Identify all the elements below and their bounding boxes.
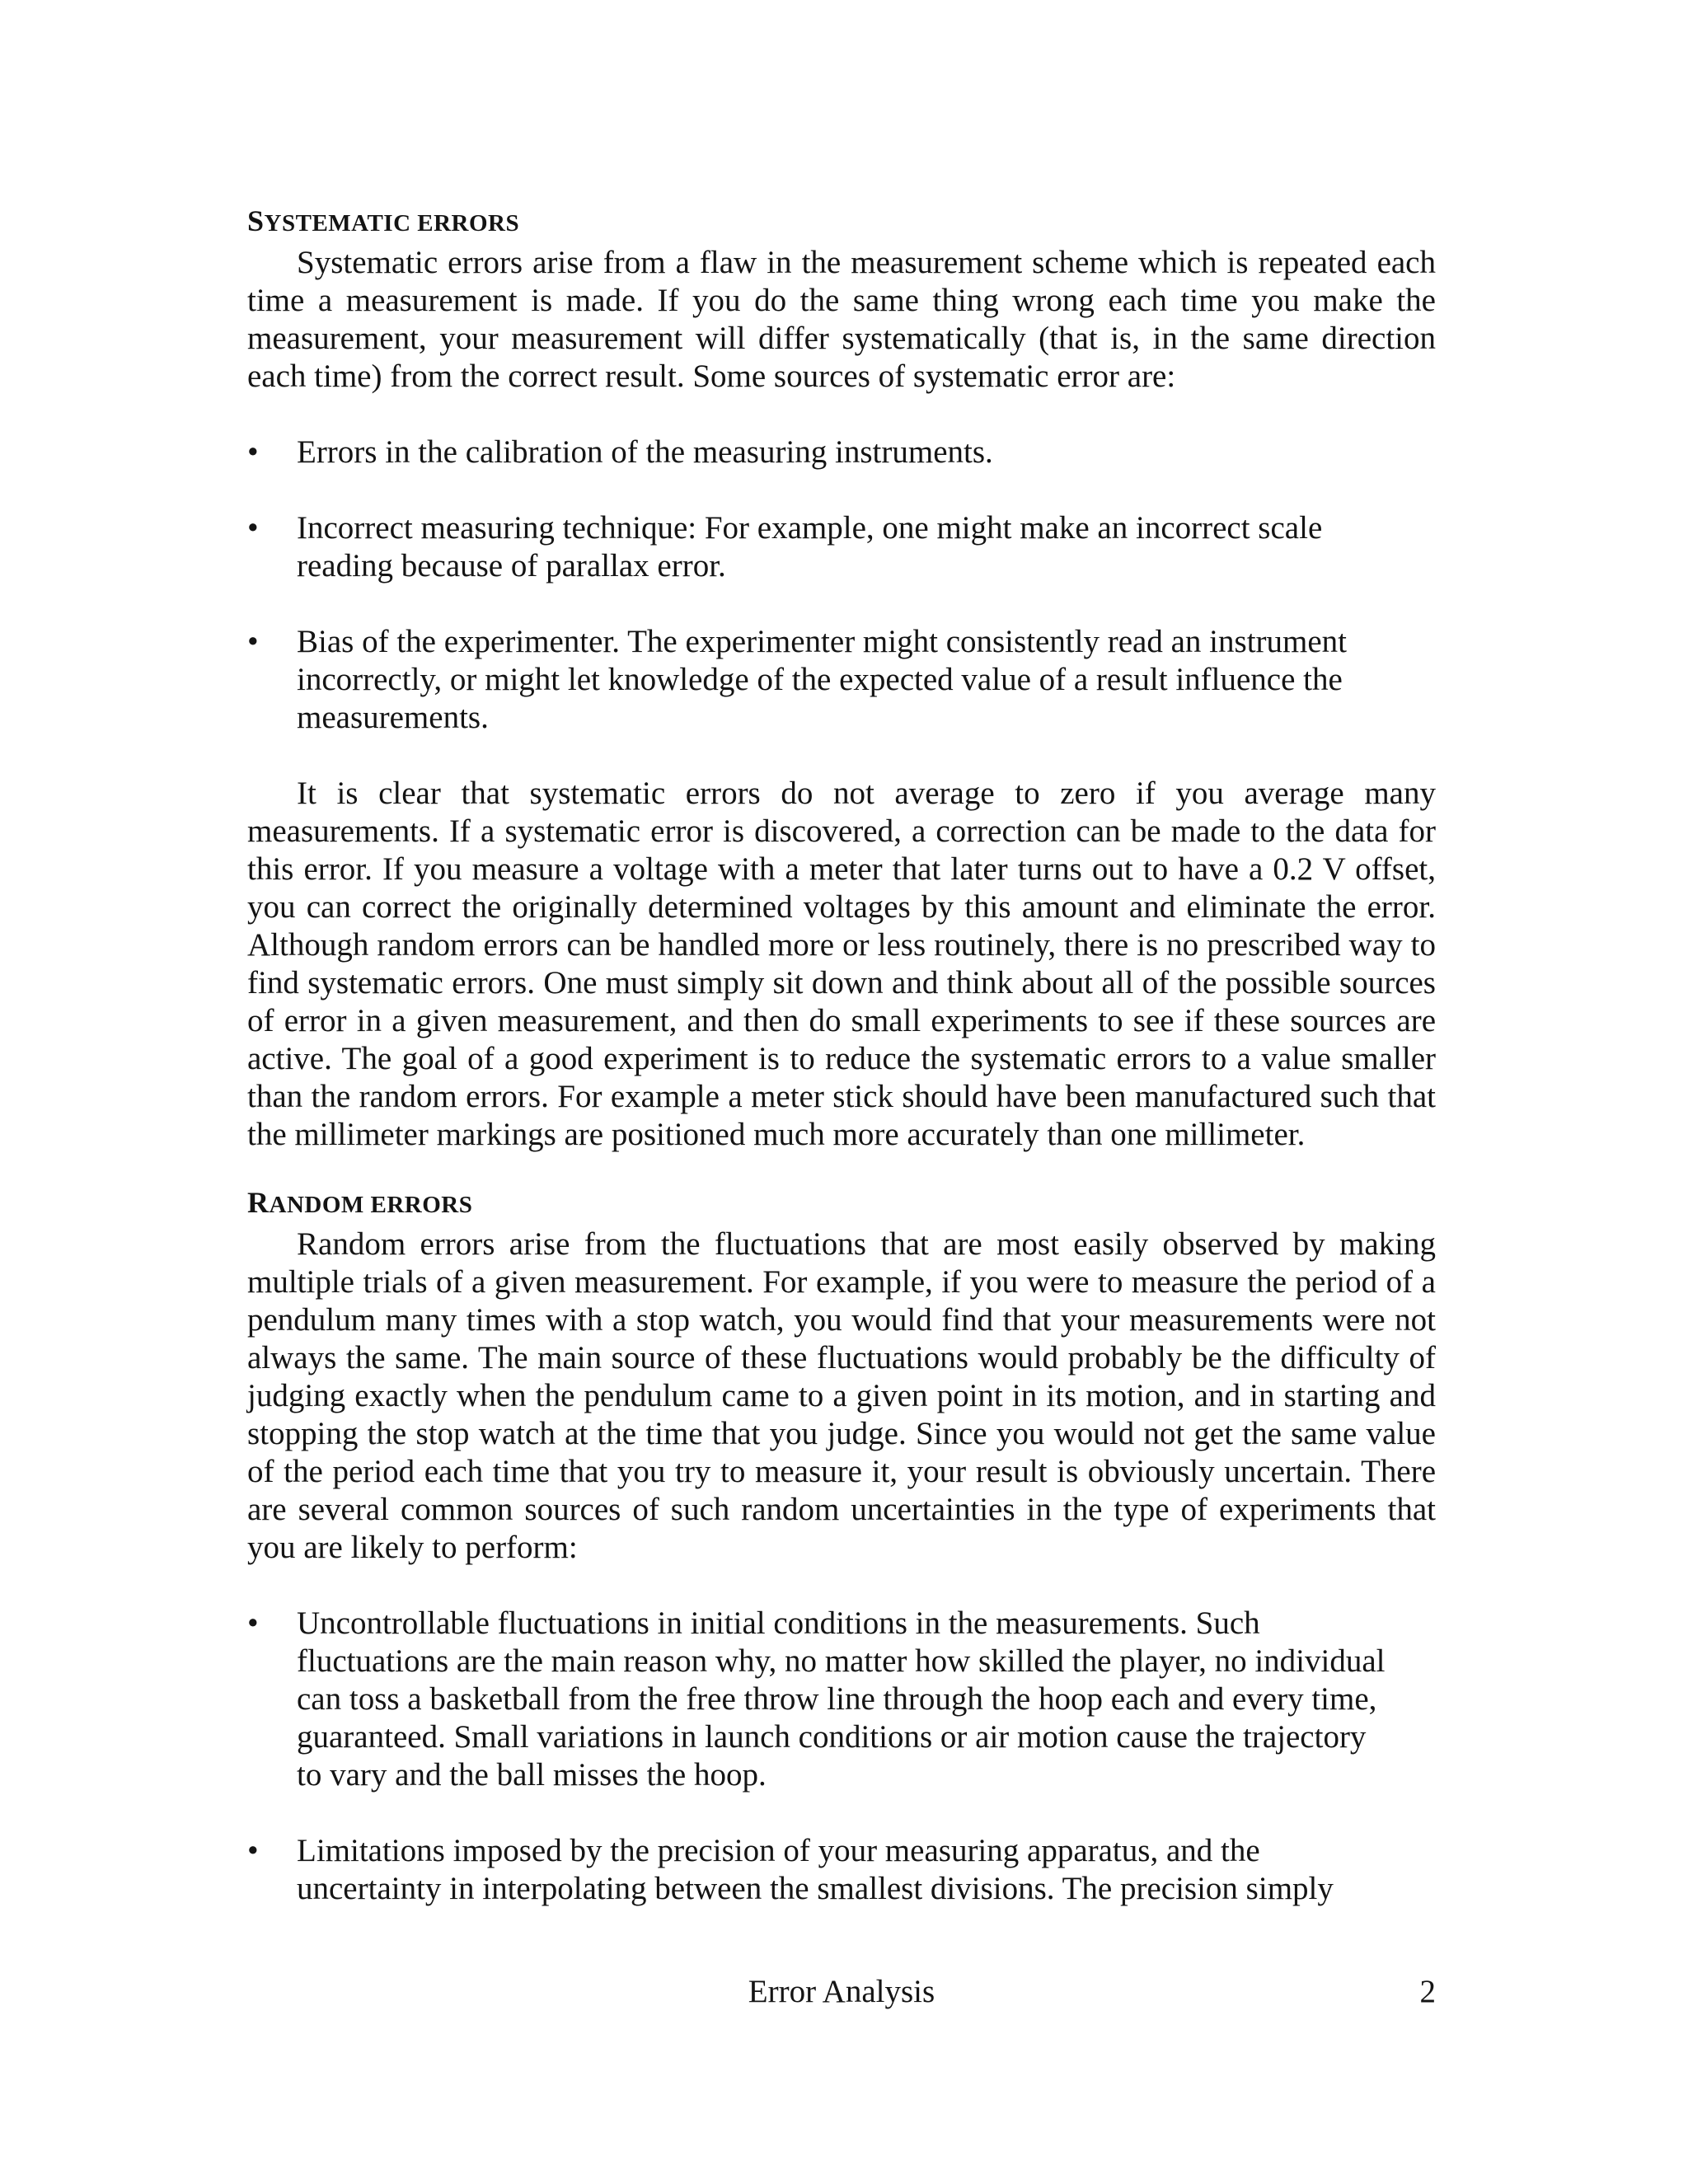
list-item-text: Incorrect measuring technique: For example, one might make an incorrect scale reading because of parallax error. [297, 510, 1323, 583]
random-sources-list [247, 1605, 1436, 1908]
bullet-icon: • [247, 1833, 259, 1868]
list-item [247, 623, 1436, 737]
list-item-text: Limitations imposed by the precision of your measuring apparatus, and the uncertainty in interpolating between the smallest divisions. The precision simply [297, 1833, 1334, 1906]
heading-random-errors [247, 1183, 1436, 1224]
systematic-intro-paragraph: Systematic errors arise from a flaw in the measurement scheme which is repeated each time a measurement is made. If you do the same thing wrong each time you make the measurement, your measurement will differ systematically (that is, in the same direction each time) from the correct result. Some sources of systematic error are: [247, 245, 1436, 394]
list-item [247, 1605, 1436, 1794]
footer-title: Error Analysis [748, 1974, 935, 2009]
list-item [247, 434, 1436, 471]
heading-cap: S [247, 204, 265, 237]
systematic-sources-list [247, 434, 1436, 737]
bullet-icon: • [247, 434, 259, 470]
heading-rest: ANDOM ERRORS [269, 1192, 473, 1218]
systematic-closing-paragraph: It is clear that systematic errors do not average to zero if you average many measurements. If a systematic error is discovered, a correction can be made to the data for this error. If you measure a voltage with a meter that later turns out to have a 0.2 V offset, you can correct the originally determined voltages by this amount and eliminate the error. Although random errors can be handled more or less routinely, there is no prescribed way to find systematic errors. One must simply sit down and think about all of the possible sources of error in a given measurement, and then do small experiments to see if these sources are active. The goal of a good experiment is to reduce the systematic errors to a value smaller than the random errors. For example a meter stick should have been manufactured such that the millimeter markings are positioned much more accurately than one millimeter. [247, 776, 1436, 1152]
bullet-icon: • [247, 1605, 259, 1641]
list-item-text: Uncontrollable fluctuations in initial conditions in the measurements. Such fluctuations are the main reason why, no matter how skilled the player, no individual can toss a basketball from the free throw line through the hoop each and every time, guaranteed. Small variations in launch conditions or air motion cause the trajectory to vary and the ball misses the hoop. [297, 1605, 1386, 1793]
list-item [247, 1832, 1436, 1908]
text-column [247, 202, 1436, 1946]
bullet-icon: • [247, 624, 259, 659]
heading-cap: R [247, 1186, 270, 1219]
list-item-text: Bias of the experimenter. The experimenter might consistently read an instrument incorrectly, or might let knowledge of the expected value of a result influence the measurements. [297, 624, 1347, 735]
list-item [247, 509, 1436, 585]
heading-rest: YSTEMATIC ERRORS [264, 210, 520, 237]
page-footer [247, 1971, 1436, 2013]
list-item-text: Errors in the calibration of the measuring instruments. [297, 434, 993, 470]
random-intro-paragraph: Random errors arise from the fluctuations that are most easily observed by making multiple trials of a given measurement. For example, if you were to measure the period of a pendulum many times with a stop watch, you would find that your measurements were not always the same. The main source of these fluctuations would probably be the difficulty of judging exactly when the pendulum came to a given point in its motion, and in starting and stopping the stop watch at the time that you judge. Since you would not get the same value of the period each time that you try to measure it, your result is obviously uncertain. There are several common sources of such random uncertainties in the type of experiments that you are likely to perform: [247, 1226, 1436, 1565]
heading-systematic-errors [247, 202, 1436, 242]
page-number: 2 [1419, 1974, 1436, 2009]
bullet-icon: • [247, 510, 259, 546]
